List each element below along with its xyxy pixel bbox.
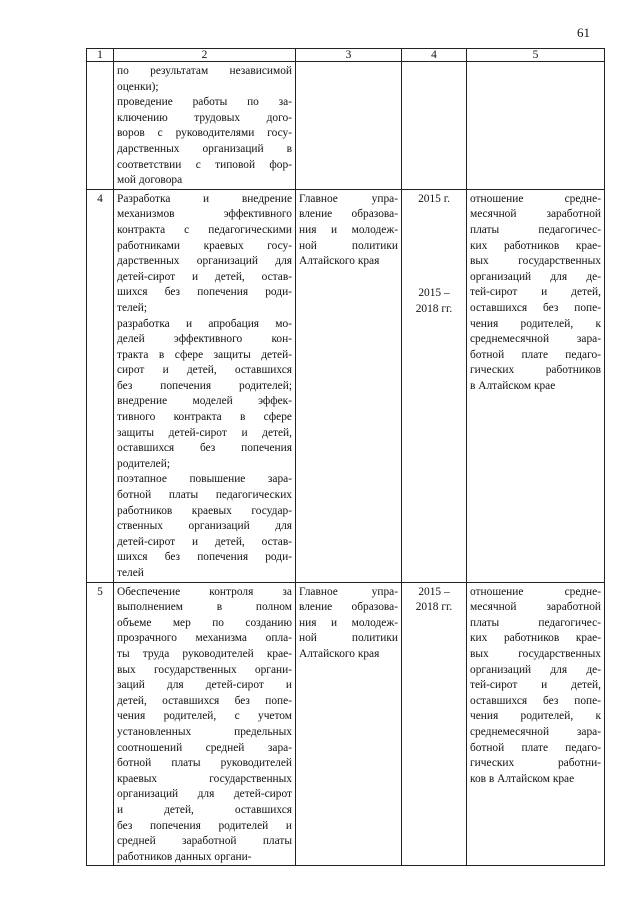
term-cell (402, 582, 467, 866)
cell-text-line: среднемесячной зара- (470, 333, 601, 346)
cell-text-line: 2015 г. (418, 192, 450, 205)
cell-text-line: проведение работы по за- (117, 96, 292, 109)
page-number: 61 (577, 25, 590, 40)
column-header: 4 (402, 49, 467, 62)
cell-text-line: гических работни- (470, 757, 601, 770)
cell-text-line: тивного контракта в сфере (117, 411, 292, 424)
cell-text-line: вление образова- (299, 208, 398, 221)
column-header: 3 (296, 49, 402, 62)
cell-text-line: в Алтайском крае (470, 379, 556, 392)
cell-text-line: месячной заработной (470, 208, 601, 221)
cell-text-line: объеме мер по созданию (117, 616, 292, 629)
cell-text-line: шихся без попечения роди- (117, 551, 292, 564)
row-number-cell (87, 62, 114, 190)
cell-text-line: телей; (117, 301, 148, 314)
responsible-cell (296, 62, 402, 190)
cell-text-line: по результатам независимой (117, 65, 292, 77)
cell-text-line: выполнением в полном (117, 601, 292, 614)
cell-text-line: ной политики (299, 239, 398, 252)
measures-table (86, 48, 605, 866)
cell-text-line: тракта в сфере защиты детей- (117, 348, 292, 361)
cell-text-line: телей (117, 567, 144, 579)
row-number-cell: 4 (87, 189, 114, 582)
cell-text-line: детей, оставшихся без попе- (117, 694, 292, 707)
cell-text-line: детей-сирот и детей, остав- (117, 270, 292, 283)
cell-text-line: отношение средне- (470, 585, 601, 598)
cell-text-line: оценки); (117, 80, 159, 93)
table-row (87, 582, 605, 866)
measure-cell (114, 582, 296, 866)
term-cell (402, 62, 467, 190)
cell-text-line: дарственных организаций для (117, 255, 292, 268)
cell-text-line: ключению трудовых дого- (117, 111, 292, 124)
cell-text-line: Алтайского края (299, 647, 380, 660)
cell-text-line: тей-сирот и детей, (470, 286, 601, 299)
cell-text-line: месячной заработной (470, 601, 601, 614)
responsible-cell (296, 189, 402, 582)
indicator-cell (467, 189, 605, 582)
cell-text-line: ких работников крае- (470, 239, 601, 252)
cell-text-line: оставшихся без попе- (470, 694, 601, 707)
cell-text-line: прозрачного механизма опла- (117, 632, 292, 645)
cell-text-line: оставшихся без попе- (470, 301, 601, 314)
cell-text-line: установленных предельных (117, 725, 292, 738)
cell-text-line: внедрение моделей эффек- (117, 395, 292, 408)
cell-text-line: соотношений средней зара- (117, 741, 292, 754)
cell-text-line: ты труда руководителей крае- (117, 647, 292, 660)
cell-text-line: ственных организаций для (117, 520, 292, 533)
cell-text-line: чения родителей, с учетом (117, 710, 292, 723)
cell-text-line: дарственных организаций в (117, 142, 292, 155)
cell-text-line: без попечения родителей и (117, 819, 292, 832)
cell-text-line: ботной платы руководителей (117, 757, 292, 770)
indicator-cell (467, 582, 605, 866)
column-header: 2 (114, 49, 296, 62)
cell-text-line: оставшихся без попечения (117, 442, 292, 455)
cell-text-line: ботной платы педагогических (117, 489, 292, 502)
cell-text-line: работниками краевых госу- (117, 239, 292, 252)
term-cell (402, 189, 467, 582)
cell-text-line: тей-сирот и детей, (470, 679, 601, 692)
cell-text-line: вление образова- (299, 601, 398, 614)
cell-text-line: средней заработной платы (117, 835, 292, 848)
cell-text-line: Обеспечение контроля за (117, 585, 292, 598)
cell-text-line: ков в Алтайском крае (470, 772, 575, 785)
cell-text-line: механизмов эффективного (117, 208, 292, 221)
cell-text-line: 2015 – (418, 287, 450, 300)
cell-text-line: вых государственных (470, 255, 601, 268)
cell-text-line: вых государственных (470, 647, 601, 660)
cell-text-line: ной политики (299, 632, 398, 645)
column-header: 5 (467, 49, 605, 62)
cell-text-line: шихся без попечения роди- (117, 286, 292, 299)
cell-text-line: 2018 гг. (415, 601, 453, 614)
row-number-cell: 5 (87, 582, 114, 866)
cell-text-line: мой договора (117, 174, 183, 187)
cell-text-line: делей эффективного кон- (117, 333, 292, 346)
column-header: 1 (87, 49, 114, 62)
cell-text-line: соответствии с типовой фор- (117, 158, 292, 171)
cell-text-line: ния и молодеж- (299, 616, 398, 629)
table-row (87, 62, 605, 190)
cell-text-line: работников данных органи- (117, 850, 252, 863)
cell-text-line: платы педагогичес- (470, 616, 601, 629)
cell-text-line: ботной плате педаго- (470, 348, 601, 361)
cell-text-line: ния и молодеж- (299, 223, 398, 236)
cell-text-line: гических работников (470, 364, 601, 377)
cell-text-line: вых государственных органи- (117, 663, 292, 676)
cell-text-line: чения родителей, к (470, 317, 601, 330)
cell-text-line: поэтапное повышение зара- (117, 473, 292, 486)
cell-text-line: отношение средне- (470, 192, 601, 205)
cell-text-line: работников краевых государ- (117, 504, 292, 517)
cell-text-line: среднемесячной зара- (470, 725, 601, 738)
cell-text-line: родителей; (117, 457, 170, 470)
cell-text-line: контракта с педагогическими (117, 223, 292, 236)
cell-text-line: Главное упра- (299, 585, 398, 598)
cell-text-line: ких работников крае- (470, 632, 601, 645)
cell-text-line: 2018 гг. (415, 302, 453, 315)
measure-cell (114, 62, 296, 190)
measure-cell (114, 189, 296, 582)
cell-text-line: платы педагогичес- (470, 223, 601, 236)
cell-text-line: организаций для де- (470, 663, 601, 676)
cell-text-line: воров с руководителями госу- (117, 127, 292, 140)
cell-text-line: детей-сирот и детей, остав- (117, 535, 292, 548)
cell-text-line: чения родителей, к (470, 710, 601, 723)
cell-text-line: ботной плате педаго- (470, 741, 601, 754)
table-row (87, 189, 605, 582)
cell-text-line: организаций для де- (470, 270, 601, 283)
cell-text-line: без попечения родителей; (117, 379, 292, 392)
cell-text-line: Алтайского края (299, 255, 380, 268)
spacer (405, 207, 463, 286)
cell-text-line: защиты детей-сирот и детей, (117, 426, 292, 439)
cell-text-line: 2015 – (418, 585, 450, 598)
table-header-row (87, 49, 605, 62)
cell-text-line: Главное упра- (299, 192, 398, 205)
cell-text-line: краевых государственных (117, 772, 292, 785)
cell-text-line: и детей, оставшихся (117, 803, 292, 816)
cell-text-line: Разработка и внедрение (117, 192, 292, 205)
responsible-cell (296, 582, 402, 866)
cell-text-line: разработка и апробация мо- (117, 317, 292, 330)
cell-text-line: организаций для детей-сирот (117, 788, 292, 801)
cell-text-line: заций для детей-сирот и (117, 679, 292, 692)
cell-text-line: сирот и детей, оставшихся (117, 364, 292, 377)
indicator-cell (467, 62, 605, 190)
